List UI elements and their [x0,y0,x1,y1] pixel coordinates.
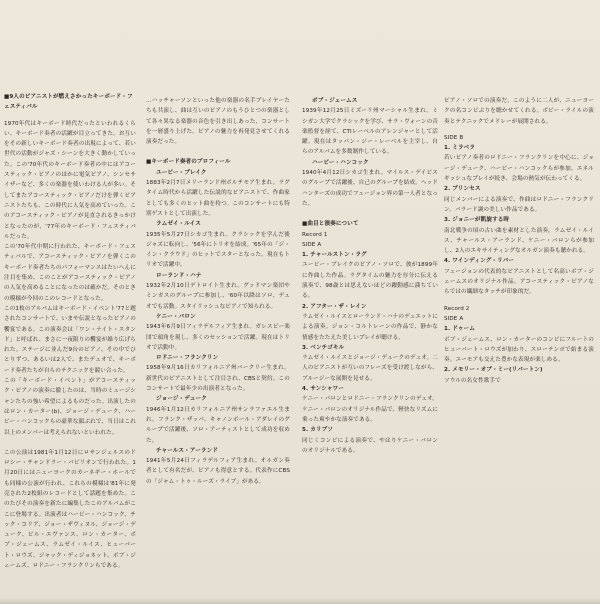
track-text: ソウルの名女性歌手で [444,377,501,384]
profile-name: ケニー・バロン [156,313,196,320]
track-text: フュージョンの代表的なピアニストとして名高いボブ・ジェームスのオリジナル作品。アコースティック・ピアノならではの繊細なタッチが印象的だ。 [444,268,594,296]
track-text: ラムゼイ・ルイスとジョージ・デュークのデュオ。二人のピアニストが互いのフレーズを受け渡しながら、ブルージーな展開を見せる。 [302,355,438,382]
track-title: 1. ドゥーム [444,326,475,333]
track-text: ラムゼイ・ルイスとローランド・ハナのデュエットによる演奏。ジョン・コルトレーンの作品で、静かな情感をたたえた美しいプレイが聴ける。 [302,313,438,341]
profile-name: ローランド・ハナ [156,272,202,279]
track-title: 3. ジョニーが凱旋する時 [444,217,510,224]
profile-name: チャールス・アーランド [156,447,219,454]
track-title: 5. カリプソ [302,427,334,434]
track-text: ユービー・ブレイクのピアノ・ソロで、彼が1899年に作曲した作品。ラグタイムの魅力を存分に伝える演奏で、98歳とは思えないほどの躍動感に満ちている。 [302,262,438,300]
paragraph: この「キーボード・イベント」がアコースティック・ピアノの演奏に徹したのは、当時のミュージシャンたちの強い希望によるものだった。出演したのはロン・カーター(b)、ジョージ・デューク、ハービー・ハンコックらの豪華な顔ぶれで、当日はこれ以上のメンバーは考えられないといわれた。 [4,378,136,436]
section-heading-keyboard-festival: ■9人のピアニストが燃えさかったキーボード・フェスティバル [4,94,133,111]
column-3 [302,96,438,456]
profile-text: 1935年5月27日シカゴ生まれ。クラシックを学んだ後ジャズに転向し、'56年にトリオを結成。'65年の「ジ・イン・クラウド」のヒットでスターとなった。現在もトリオで活躍中。 [146,231,290,269]
record-label: Record 2 [444,305,470,312]
side-label: SIDE A [444,315,464,322]
profile-name: ハービー・ハンコック [312,159,369,166]
track-title: 3. ベンチゴキル [302,344,345,351]
side-label: SIDE A [302,241,322,248]
track-text: ケニー・バロンとロドニー・フランクリンのデュオ。ケニー・バロンのオリジナル作品で、軽快なリズムに乗った爽やかな演奏である。 [302,396,438,423]
profile-name: ラムゼイ・ルイス [156,221,201,228]
track-text: 若いピアノ奏者のロドニー・フランクリンを中心に、ジョージ・デューク、ハービー・ハンコックらが参加。エネルギッシュなプレイが続き、会場の熱気が伝わってくる。 [444,155,594,183]
profile-name: ジョージ・デューク [156,396,207,403]
paragraph: この'70年代中期に行われた、キーボード・フェスティバルで、アコースティック・ピアノを弾くこのキーボード奏者たちのパフォーマンスはたいへんに注目を集め、このことがアコースティック・ピアノの人気を高めることになったのは確かだ。そのときの模様が今回のこのレコードとなった。 [4,244,136,302]
page-edge-shadow [0,598,600,604]
track-title: 2. アフター・ザ・レイン [302,303,367,310]
record-label: Record 1 [302,231,328,238]
profile-text: 1946年1月12日カリフォルニア州サンラファエル生まれ。フランク・ザッパ、キャノンボール・アダレイのグループで活躍後、ソロ・アーティストとして成功を収めた。 [146,406,290,444]
paragraph: この公演は1981年1月12日にロサンジェルスのドロシー・チャンドラー・パビリオンで行われた。1月20日にはニューヨークのカーネギー・ホールでも同様の公演が行われ、これらの模様は'81年に発売された2枚組のレコードとして話題を集めた。このたびその演奏を新たに編集したこのアルバムがここに登場する。出演者はハービー・ハンコック、チック・コリア、ジョー・ザヴィヌル、ジョージ・デューク、ビル・エヴァンス、ロン・カーター、ボブ・ジェームス、ラムゼイ・ルイス、ヒューバート・ロウズ、ジャック・ディジョネット、ボブ・ジェームズ、ロドニー・フランクリンらである。 [4,449,136,570]
section-heading-tracks: ■曲目と演奏について [302,221,359,228]
profile-text: 1939年12月25日ミズーリ州マーシャル生まれ。ミシガン大学でクラシックを学び、サラ・ヴォーンの音楽監督を経て、CTIレーベルのアレンジャーとして活躍。現在はタッパン・ジー・レーベルを主宰し、自らのアルバムを多数制作している。 [302,108,438,156]
track-title: 2. メモリー・オブ・ミー(リバートン) [444,367,543,374]
profile-text: 1932年2月10日デトロイト生まれ。グッドマン楽団やミンガスのグループに参加し、'60年以降はソロ、デュオでも活動。スタイリッシュなピアノで知られる。 [146,283,290,310]
track-title: 4. サンシャワー [302,386,344,393]
column-2 [146,96,290,487]
track-text: 同じメンバーによる演奏で、作曲はロドニー・フランクリン。バラード調の美しい作品である。 [444,196,594,213]
track-title: 2. プリンセス [444,186,481,193]
section-heading-profiles: ■キーボード奏者のプロフィール [146,159,231,166]
profile-text: 1958年9月16日カリフォルニア州バークリー生まれ。新世代のピアニストとして注目され、CBSと契約。このコンサートで最年少の出演者となった。 [146,365,290,393]
profile-text: 1943年6月9日フィラデルフィア生まれ。ガレスピー楽団で頭角を現し、多くのセッションで活躍。現在はトリオで活動中。 [146,324,290,351]
track-title: 4. ワインディング・リバー [444,258,514,265]
column-4 [444,96,594,386]
track-text: 南北戦争の頃の古い曲を素材とした演奏。ラムゼイ・ルイス、チャールス・アーランド、ケニー・バロンらが参加し、2人のエキサイティングなオルガン演奏も聴かれる。 [444,227,594,255]
profile-name: ボブ・ジェームス [312,98,358,104]
track-text: ボブ・ジェームス、ロン・カーターのコンビにフルートのヒューバート・ロウズが加わり、スローテンポで始まる演奏。ユーモアも交えた豊かな表現が楽しめる。 [444,336,594,364]
paragraph: この1枚のアルバムはキーボード・イベント'77と題されたコンサートで、いまや伝説となったピアノの饗宴である。この演奏会は「ワン・ナイト・スタンド」と呼ばれ、まさに一夜限りの饗宴が繰り広げられた。ステージに並んだ9台のピアノ、その中でひとりずつ、あるいは2人で、またデュオで、キーボード奏者たちが自らのテクニックを競い合った。 [4,305,136,374]
track-title: 1. ミラベラ [444,145,476,152]
profile-name: ロドニー・フランクリン [156,355,219,362]
profile-text: 1940年4月12日シカゴ生まれ。マイルス・デイビスのグループで活躍後、自己のグループを結成。ヘッドハンターズの成功でフュージョン界の第一人者となった。 [302,170,438,207]
paragraph: 1970年代はキーボード時代だったといわれるくらい、キーボード奏者の活躍が目立ってきた。お互いをその新しいキーボード奏者の出現によって、若い世代の活動がジャズ・シーンを大きく動かしていった。この'70年代のキーボード奏者の中にはアコースティック・ピアノのほかに電気ピアノ、シンセサイザーなど、多くの楽器を使いわける人が多い。そしてまたアコースティック・ピアノだけを弾くピアニストたちも、この時代に人気を高めていった。このアコースティック・ピアノが見直されるきっかけとなったのが、'77年のキーボード・フェスティバルだった。 [4,120,136,240]
paragraph: …ハッチャーソンといった他の楽器の名手プレイヤーたちも共演し、曲は互いのピアノのもうひとつの楽器として各々異なる楽器の音色を引き出しあった、コンサートを一層盛り上げた。ピアノの魅力を再発見させてくれる演奏だった。 [146,98,290,146]
side-label: SIDE B [444,134,464,141]
profile-text: 1883年2月7日メリーランド州ボルチモア生まれ。ラグタイム時代から活躍した伝説的なピアニストで、作曲家としても多くのヒット曲を持つ。このコンサートにも特別ゲストとして出演した。 [146,180,290,217]
profile-text: 1941年5月24日フィラデルフィア生まれ。オルガン奏者として有名だが、ピアノも得意とする。代表作にCBSの「ジャム・トゥ・ルーズ・ライブ」がある。 [146,458,290,485]
track-title: 1. チャールストン・ラグ [302,252,367,259]
track-text: 同じくコンビによる演奏で、やはりケニー・バロンのオリジナルである。 [302,437,438,454]
paragraph: ピアノ・ソロでの演奏だ。このように二人が、ニューヨークの名コンビぶりを聴かせてくれる。ボビー・ライルの演奏とテクニックでメドレーが展開される。 [444,98,594,125]
column-1 [4,92,136,571]
profile-name: ユービー・ブレイク [156,169,207,176]
